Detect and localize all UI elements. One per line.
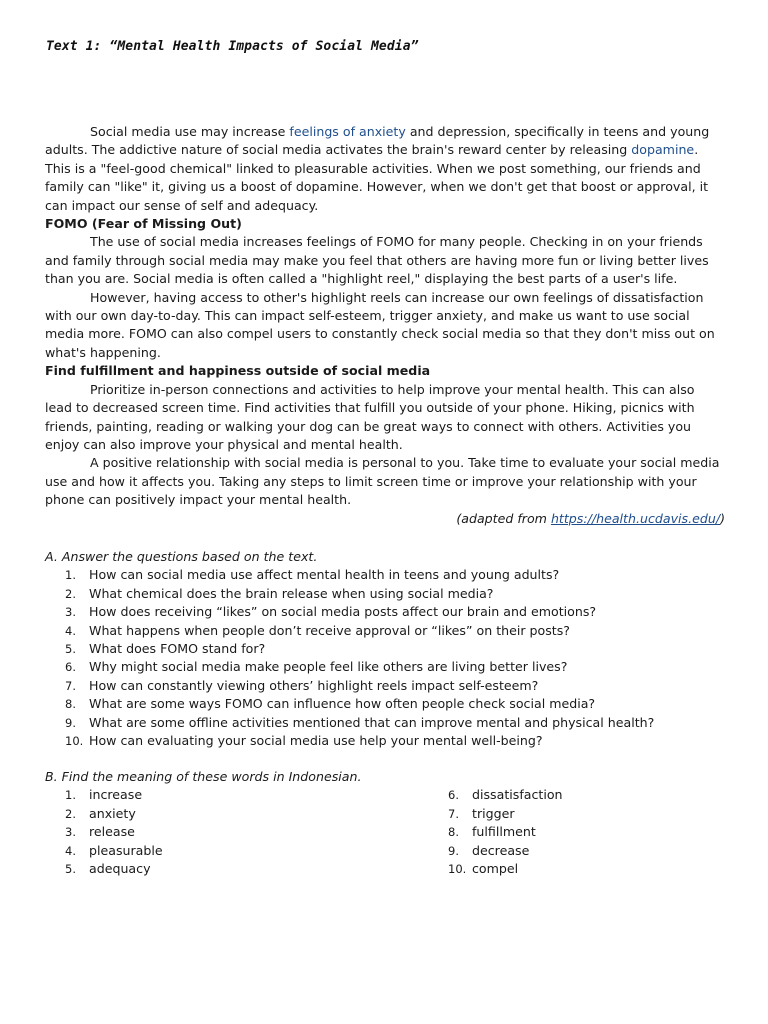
vocabulary-number: 8.: [448, 825, 459, 840]
vocabulary-number: 5.: [65, 862, 76, 877]
question-number: 3.: [65, 605, 76, 620]
dopamine-link[interactable]: dopamine: [631, 142, 695, 158]
question-item: [45, 695, 735, 713]
section-b: [45, 768, 735, 881]
question-item: [45, 640, 735, 658]
question-number: 6.: [65, 660, 76, 675]
vocabulary-word: release: [89, 824, 135, 840]
fulfillment-paragraph-1: Prioritize in-person connections and activities to help improve your mental health. This can also lead to decreased screen time. Find activities that fulfill you outside of your phone. Hiking, picnics with friends, painting, reading or walking your dog can be great ways to connect with others. Activities you enjoy can also improve your physical and mental health.: [45, 381, 695, 452]
question-item: [45, 677, 735, 695]
question-number: 2.: [65, 586, 76, 601]
document-title: Text 1: “Mental Health Impacts of Social Media”: [46, 39, 419, 54]
vocabulary-item: [45, 823, 163, 841]
question-text: What are some ways FOMO can influence how often people check social media?: [89, 696, 596, 712]
question-text: What happens when people don’t receive approval or “likes” on their posts?: [89, 622, 570, 638]
vocabulary-number: 3.: [65, 825, 76, 840]
vocabulary-word: decrease: [472, 842, 530, 858]
source-citation: [45, 510, 725, 528]
vocabulary-list: [45, 786, 735, 881]
vocabulary-number: 2.: [65, 806, 76, 821]
question-text: What does FOMO stand for?: [89, 641, 266, 657]
vocabulary-word: anxiety: [89, 805, 136, 821]
question-item: [45, 714, 735, 732]
vocabulary-word: fulfillment: [472, 824, 536, 840]
vocabulary-item: [428, 842, 563, 860]
intro-text-1: Social media use may increase: [90, 124, 290, 139]
article-body: [45, 123, 725, 528]
question-item: [45, 732, 735, 750]
question-item: [45, 622, 735, 640]
vocabulary-column-right: [428, 786, 563, 878]
vocabulary-word: compel: [472, 861, 519, 877]
source-prefix: (adapted from: [456, 510, 551, 526]
question-list: [45, 566, 735, 750]
feelings-of-anxiety-link[interactable]: feelings of anxiety: [289, 124, 406, 139]
question-text: How can constantly viewing others’ highlight reels impact self-esteem?: [89, 677, 539, 693]
vocabulary-item: [428, 786, 563, 804]
vocabulary-word: pleasurable: [89, 842, 163, 858]
fomo-paragraph-1: The use of social media increases feelings of FOMO for many people. Checking in on your friends and family through social media may make you feel that others are having more fun or living better lives than you are. Social media is often called a "highlight reel," displaying the best parts of a user's life.: [45, 234, 709, 287]
vocabulary-word: adequacy: [89, 861, 151, 877]
section-a: [45, 548, 735, 750]
question-number: 5.: [65, 642, 76, 657]
vocabulary-item: [428, 805, 563, 823]
vocabulary-number: 1.: [65, 788, 76, 803]
question-item: [45, 658, 735, 676]
fulfillment-paragraph-2: A positive relationship with social media is personal to you. Take time to evaluate your social media use and how it affects you. Taking any steps to limit screen time or improve your relationship with your phone can positively impact your mental health.: [45, 455, 720, 508]
intro-paragraph: [45, 123, 725, 215]
question-item: [45, 585, 735, 603]
question-text: How does receiving “likes” on social media posts affect our brain and emotions?: [89, 604, 597, 620]
vocabulary-number: 7.: [448, 806, 459, 821]
question-number: 10.: [65, 734, 84, 749]
question-text: How can social media use affect mental health in teens and young adults?: [89, 567, 560, 583]
question-item: [45, 566, 735, 584]
vocabulary-item: [428, 823, 563, 841]
question-text: What are some offline activities mentioned that can improve mental and physical health?: [89, 714, 655, 730]
vocabulary-item: [45, 860, 163, 878]
intro-text-3: . This is a "feel-good chemical" linked to pleasurable activities. When we post something, our friends and family can "like" it, giving us a boost of dopamine. However, when we don't get that boost or approval, it can impact our sense of self and adequacy.: [45, 142, 709, 213]
fomo-paragraph-2: However, having access to other's highlight reels can increase our own feelings of dissatisfaction with our own day-to-day. This can impact self-esteem, trigger anxiety, and make us want to use social media more. FOMO can also compel users to constantly check social media so that they don't miss out on what's happening.: [45, 289, 715, 360]
question-number: 1.: [65, 568, 76, 583]
vocabulary-item: [45, 842, 163, 860]
vocabulary-item: [45, 805, 163, 823]
vocabulary-number: 9.: [448, 843, 459, 858]
vocabulary-number: 4.: [65, 843, 76, 858]
fulfillment-heading: Find fulfillment and happiness outside of social media: [45, 363, 431, 379]
question-number: 8.: [65, 697, 76, 712]
question-item: [45, 603, 735, 621]
question-number: 7.: [65, 678, 76, 693]
question-text: What chemical does the brain release when using social media?: [89, 585, 494, 601]
source-suffix: ): [720, 510, 725, 526]
vocabulary-column-left: [45, 786, 163, 878]
section-b-title: B. Find the meaning of these words in Indonesian.: [45, 769, 362, 784]
question-text: How can evaluating your social media use help your mental well-being?: [89, 733, 543, 749]
section-a-title: A. Answer the questions based on the text.: [45, 549, 318, 564]
vocabulary-number: 10.: [448, 862, 467, 877]
vocabulary-number: 6.: [448, 788, 459, 803]
question-text: Why might social media make people feel like others are living better lives?: [89, 659, 568, 675]
intro-text-2: and depression, specifically in teens and young adults. The addictive nature of social media activates the brain's reward center by releasing: [45, 124, 710, 158]
source-link[interactable]: https://health.ucdavis.edu/: [550, 510, 721, 526]
vocabulary-word: increase: [89, 787, 143, 803]
vocabulary-word: dissatisfaction: [472, 787, 563, 803]
vocabulary-item: [45, 786, 163, 804]
fomo-heading: FOMO (Fear of Missing Out): [45, 216, 242, 232]
vocabulary-item: [428, 860, 563, 878]
question-number: 4.: [65, 623, 76, 638]
vocabulary-word: trigger: [472, 805, 515, 821]
question-number: 9.: [65, 715, 76, 730]
